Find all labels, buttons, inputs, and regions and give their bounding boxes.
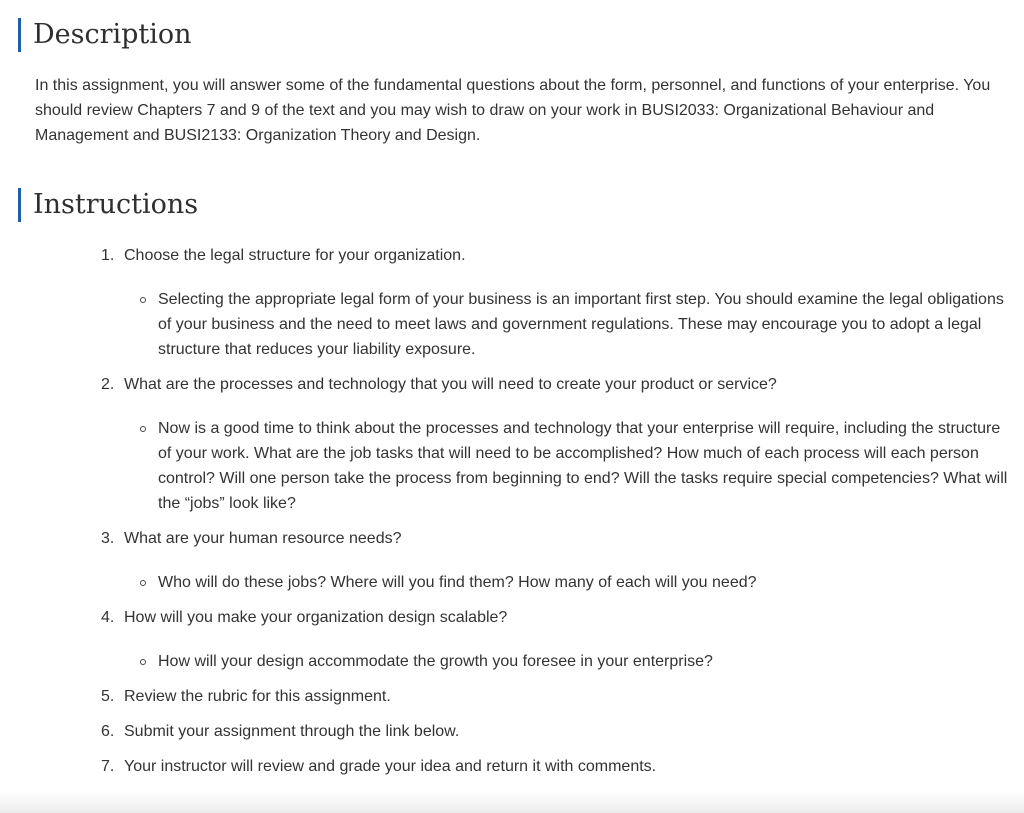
instruction-item xyxy=(101,754,1011,779)
instruction-sub-item xyxy=(124,649,1011,674)
description-heading: Description xyxy=(18,18,192,52)
instruction-number: 5. xyxy=(101,688,115,705)
instruction-number: 1. xyxy=(101,247,115,264)
instruction-text: Submit your assignment through the link below. xyxy=(124,723,460,740)
instruction-sub-text: How will your design accommodate the growth you foresee in your enterprise? xyxy=(158,653,713,670)
instruction-sub-text: Selecting the appropriate legal form of your business is an important first step. You should examine the legal obligations of your business and the need to meet laws and government regulations. These may encourage you to adopt a legal structure that reduces your liability exposure. xyxy=(158,291,1004,358)
instruction-number: 7. xyxy=(101,758,115,775)
instruction-item xyxy=(101,243,1011,362)
instruction-text: Your instructor will review and grade your idea and return it with comments. xyxy=(124,758,657,775)
bullet-icon xyxy=(140,580,146,586)
instruction-number: 3. xyxy=(101,530,115,547)
bullet-icon xyxy=(140,297,146,303)
instruction-text: Review the rubric for this assignment. xyxy=(124,688,391,705)
instruction-sub-list xyxy=(124,287,1011,362)
bottom-fade xyxy=(0,791,1024,813)
instruction-item xyxy=(101,719,1011,744)
instructions-list xyxy=(101,243,1011,789)
instruction-sub-list xyxy=(124,416,1011,516)
instruction-item xyxy=(101,372,1011,516)
instruction-number: 6. xyxy=(101,723,115,740)
instruction-sub-list xyxy=(124,649,1011,674)
instruction-number: 2. xyxy=(101,376,115,393)
bullet-icon xyxy=(140,659,146,665)
instruction-sub-list xyxy=(124,570,1011,595)
instruction-sub-item xyxy=(124,287,1011,362)
instruction-number: 4. xyxy=(101,609,115,626)
instruction-text: What are your human resource needs? xyxy=(124,530,402,547)
instruction-sub-item xyxy=(124,570,1011,595)
instruction-item xyxy=(101,605,1011,674)
instruction-text: How will you make your organization design scalable? xyxy=(124,609,508,626)
instructions-heading: Instructions xyxy=(18,188,198,222)
instruction-text: What are the processes and technology that you will need to create your product or service? xyxy=(124,376,777,393)
instruction-item xyxy=(101,526,1011,595)
instruction-sub-item xyxy=(124,416,1011,516)
instruction-item xyxy=(101,684,1011,709)
description-text: In this assignment, you will answer some of the fundamental questions about the form, personnel, and functions of your enterprise. You should review Chapters 7 and 9 of the text and you may wish to draw on your work in BUSI2033: Organizational Behaviour and Management and BUSI2133: Organization Theory and Design. xyxy=(35,77,991,144)
bullet-icon xyxy=(140,426,146,432)
instruction-sub-text: Who will do these jobs? Where will you find them? How many of each will you need? xyxy=(158,574,757,591)
instruction-text: Choose the legal structure for your organization. xyxy=(124,247,466,264)
instruction-sub-text: Now is a good time to think about the processes and technology that your enterprise will require, including the structure of your work. What are the job tasks that will need to be accomplished? How much of each process will each person control? Will one person take the process from beginning to end? Will the tasks require special competencies? What will the “jobs” look like? xyxy=(158,420,1008,512)
